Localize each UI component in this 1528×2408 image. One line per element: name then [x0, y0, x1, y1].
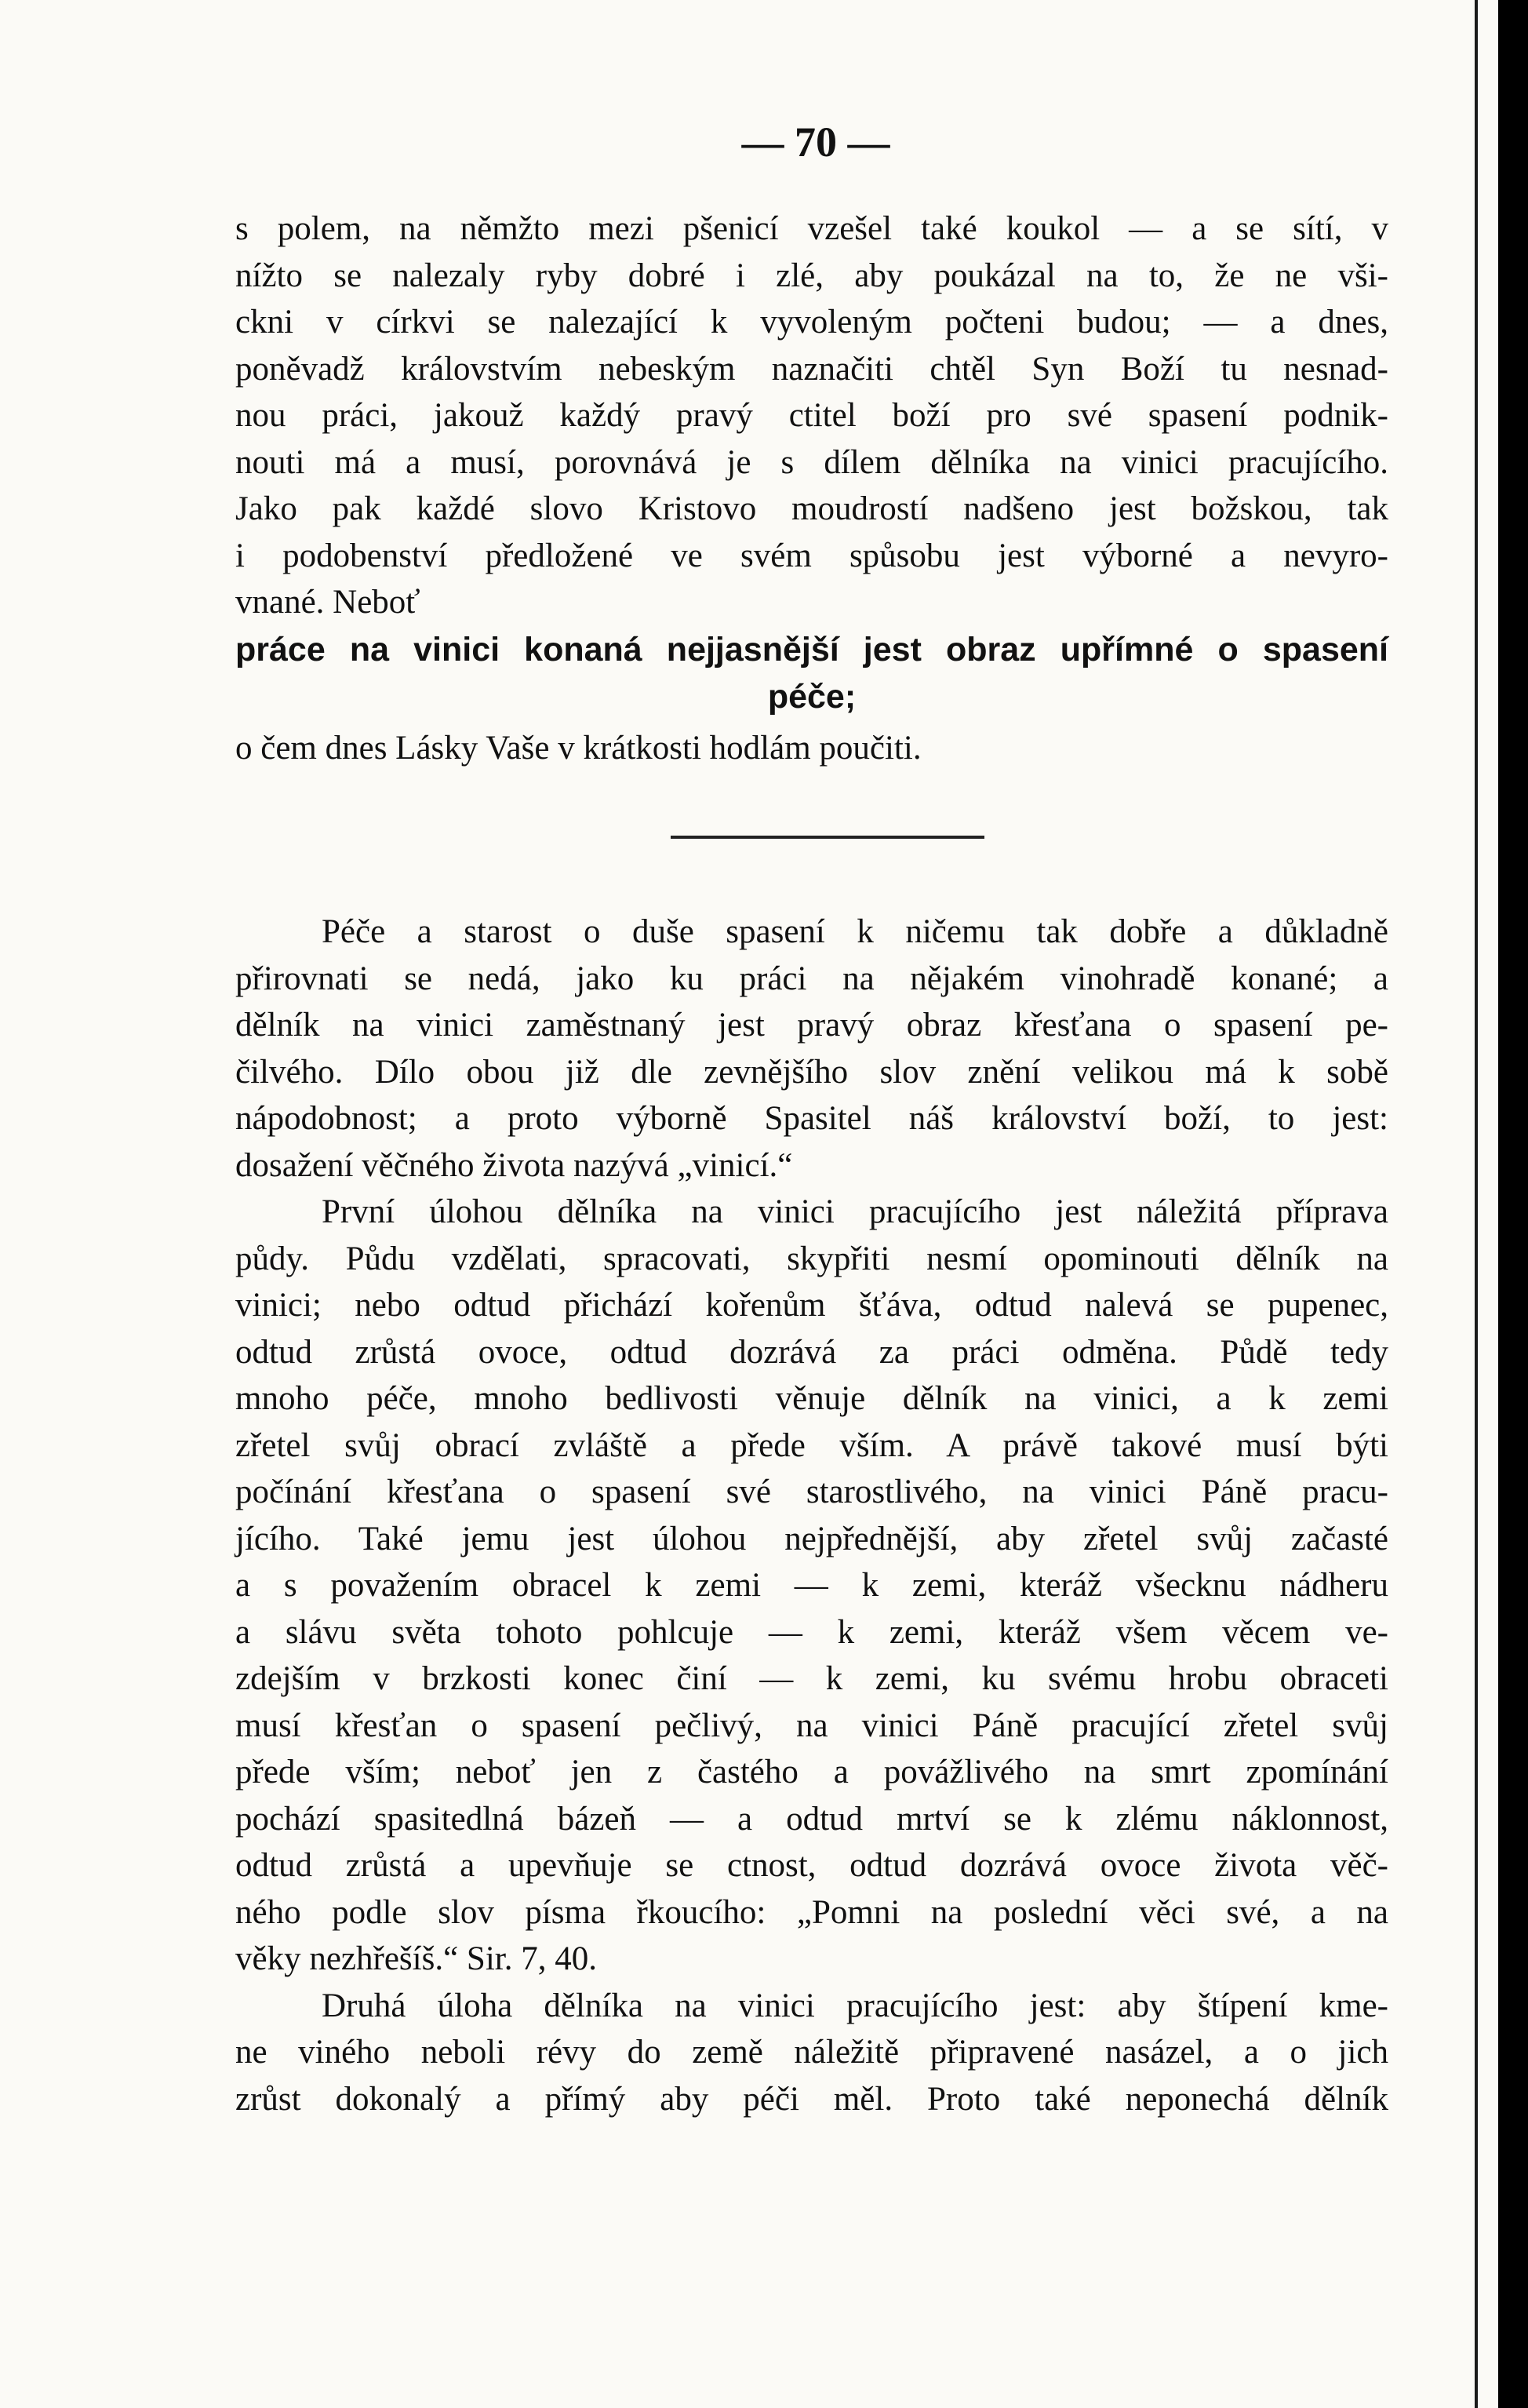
text-line: nížto se nalezaly ryby dobré i zlé, aby poukázal na to, že ne vši-	[235, 257, 1388, 294]
page-number: — 70 —	[741, 118, 890, 166]
text-line: jícího. Také jemu jest úlohou nejpřednější, aby zřetel svůj začasté	[235, 1520, 1388, 1557]
text-line: přede vším; neboť jen z častého a povážlivého na smrt zpomínání	[235, 1754, 1388, 1791]
section-divider	[671, 836, 984, 839]
text-line: přirovnati se nedá, jako ku práci na nějakém vinohradě konané; a	[235, 960, 1388, 997]
text-line: Péče a starost o duše spasení k ničemu tak dobře a důkladně	[322, 913, 1388, 950]
text-line: zrůst dokonalý a přímý aby péči měl. Proto také neponechá dělník	[235, 2080, 1388, 2118]
page-edge-line	[1475, 0, 1478, 2408]
text-line: půdy. Půdu vzdělati, spracovati, skypřiti nesmí opominouti dělník na	[235, 1240, 1388, 1277]
text-line: První úlohou dělníka na vinici pracujícího jest náležitá příprava	[322, 1193, 1388, 1230]
thesis-line: péče;	[767, 677, 857, 716]
text-line: zdejším v brzkosti konec činí — k zemi, ku svému hrobu obraceti	[235, 1660, 1388, 1697]
text-line: dělník na vinici zaměstnaný jest pravý obraz křesťana o spasení pe-	[235, 1007, 1388, 1044]
text-line: počínání křesťana o spasení své starostlivého, na vinici Páně pracu-	[235, 1474, 1388, 1510]
text-line: odtud zrůstá a upevňuje se ctnost, odtud dozrává ovoce života věč-	[235, 1847, 1388, 1884]
text-line: vnané. Neboť	[235, 584, 420, 621]
text-line: s polem, na němžto mezi pšenicí vzešel také koukol — a se sítí, v	[235, 210, 1388, 247]
text-line: musí křesťan o spasení pečlivý, na vinici Páně pracující zřetel svůj	[235, 1707, 1388, 1744]
intro-conclusion	[235, 725, 1388, 772]
text-line: a slávu světa tohoto pohlcuje — k zemi, kteráž všem věcem ve-	[235, 1613, 1388, 1651]
thesis-line: práce na vinici konaná nejjasnější jest obraz upřímné o spasení	[235, 631, 1388, 668]
text-line: o čem dnes Lásky Vaše v krátkosti hodlám poučiti.	[235, 730, 922, 767]
text-line: ne viného neboli révy do země náležitě připravené nasázel, a o jich	[235, 2034, 1388, 2071]
text-line: poněvadž královstvím nebeským naznačiti chtěl Syn Boží tu nesnad-	[235, 350, 1388, 388]
text-line: a s považením obracel k zemi — k zemi, kteráž všecknu nádheru	[235, 1567, 1388, 1604]
body-text	[235, 909, 1388, 2122]
text-line: věky nezhřešíš.“ Sir. 7, 40.	[235, 1940, 597, 1977]
text-line: Jako pak každé slovo Kristovo moudrostí nadšeno jest božskou, tak	[235, 490, 1388, 527]
text-line: mnoho péče, mnoho bedlivosti věnuje dělník na vinici, a k zemi	[235, 1380, 1388, 1417]
text-line: nápodobnost; a proto výborně Spasitel náš království boží, to jest:	[235, 1100, 1388, 1137]
intro-paragraph	[235, 206, 1388, 626]
text-line: vinici; nebo odtud přichází kořenům šťáva, odtud nalevá se pupenec,	[235, 1287, 1388, 1324]
text-line: pochází spasitedlná bázeň — a odtud mrtví se k zlému náklonnost,	[235, 1800, 1388, 1838]
book-spine	[1498, 0, 1528, 2408]
text-line: Druhá úloha dělníka na vinici pracujícího jest: aby štípení kme-	[322, 1987, 1388, 2024]
text-line: i podobenství předložené ve svém spůsobu jest výborné a nevyro-	[235, 537, 1388, 574]
text-line: nou práci, jakouž každý pravý ctitel boží pro své spasení podnik-	[235, 397, 1388, 434]
text-line: odtud zrůstá ovoce, odtud dozrává za práci odměna. Půdě tedy	[235, 1333, 1388, 1371]
text-line: ckni v církvi se nalezající k vyvoleným počteni budou; — a dnes,	[235, 304, 1388, 341]
text-line: zřetel svůj obrací zvláště a přede vším. A právě takové musí býti	[235, 1426, 1388, 1464]
thesis-statement	[235, 626, 1388, 719]
text-line: nouti má a musí, porovnává je s dílem dělníka na vinici pracujícího.	[235, 443, 1388, 481]
text-line: dosažení věčného života nazývá „vinicí.“	[235, 1146, 793, 1184]
text-line: čilvého. Dílo obou již dle zevnějšího slov znění velikou má k sobě	[235, 1053, 1388, 1091]
text-line: ného podle slov písma řkoucího: „Pomni na poslední věci své, a na	[235, 1893, 1388, 1931]
